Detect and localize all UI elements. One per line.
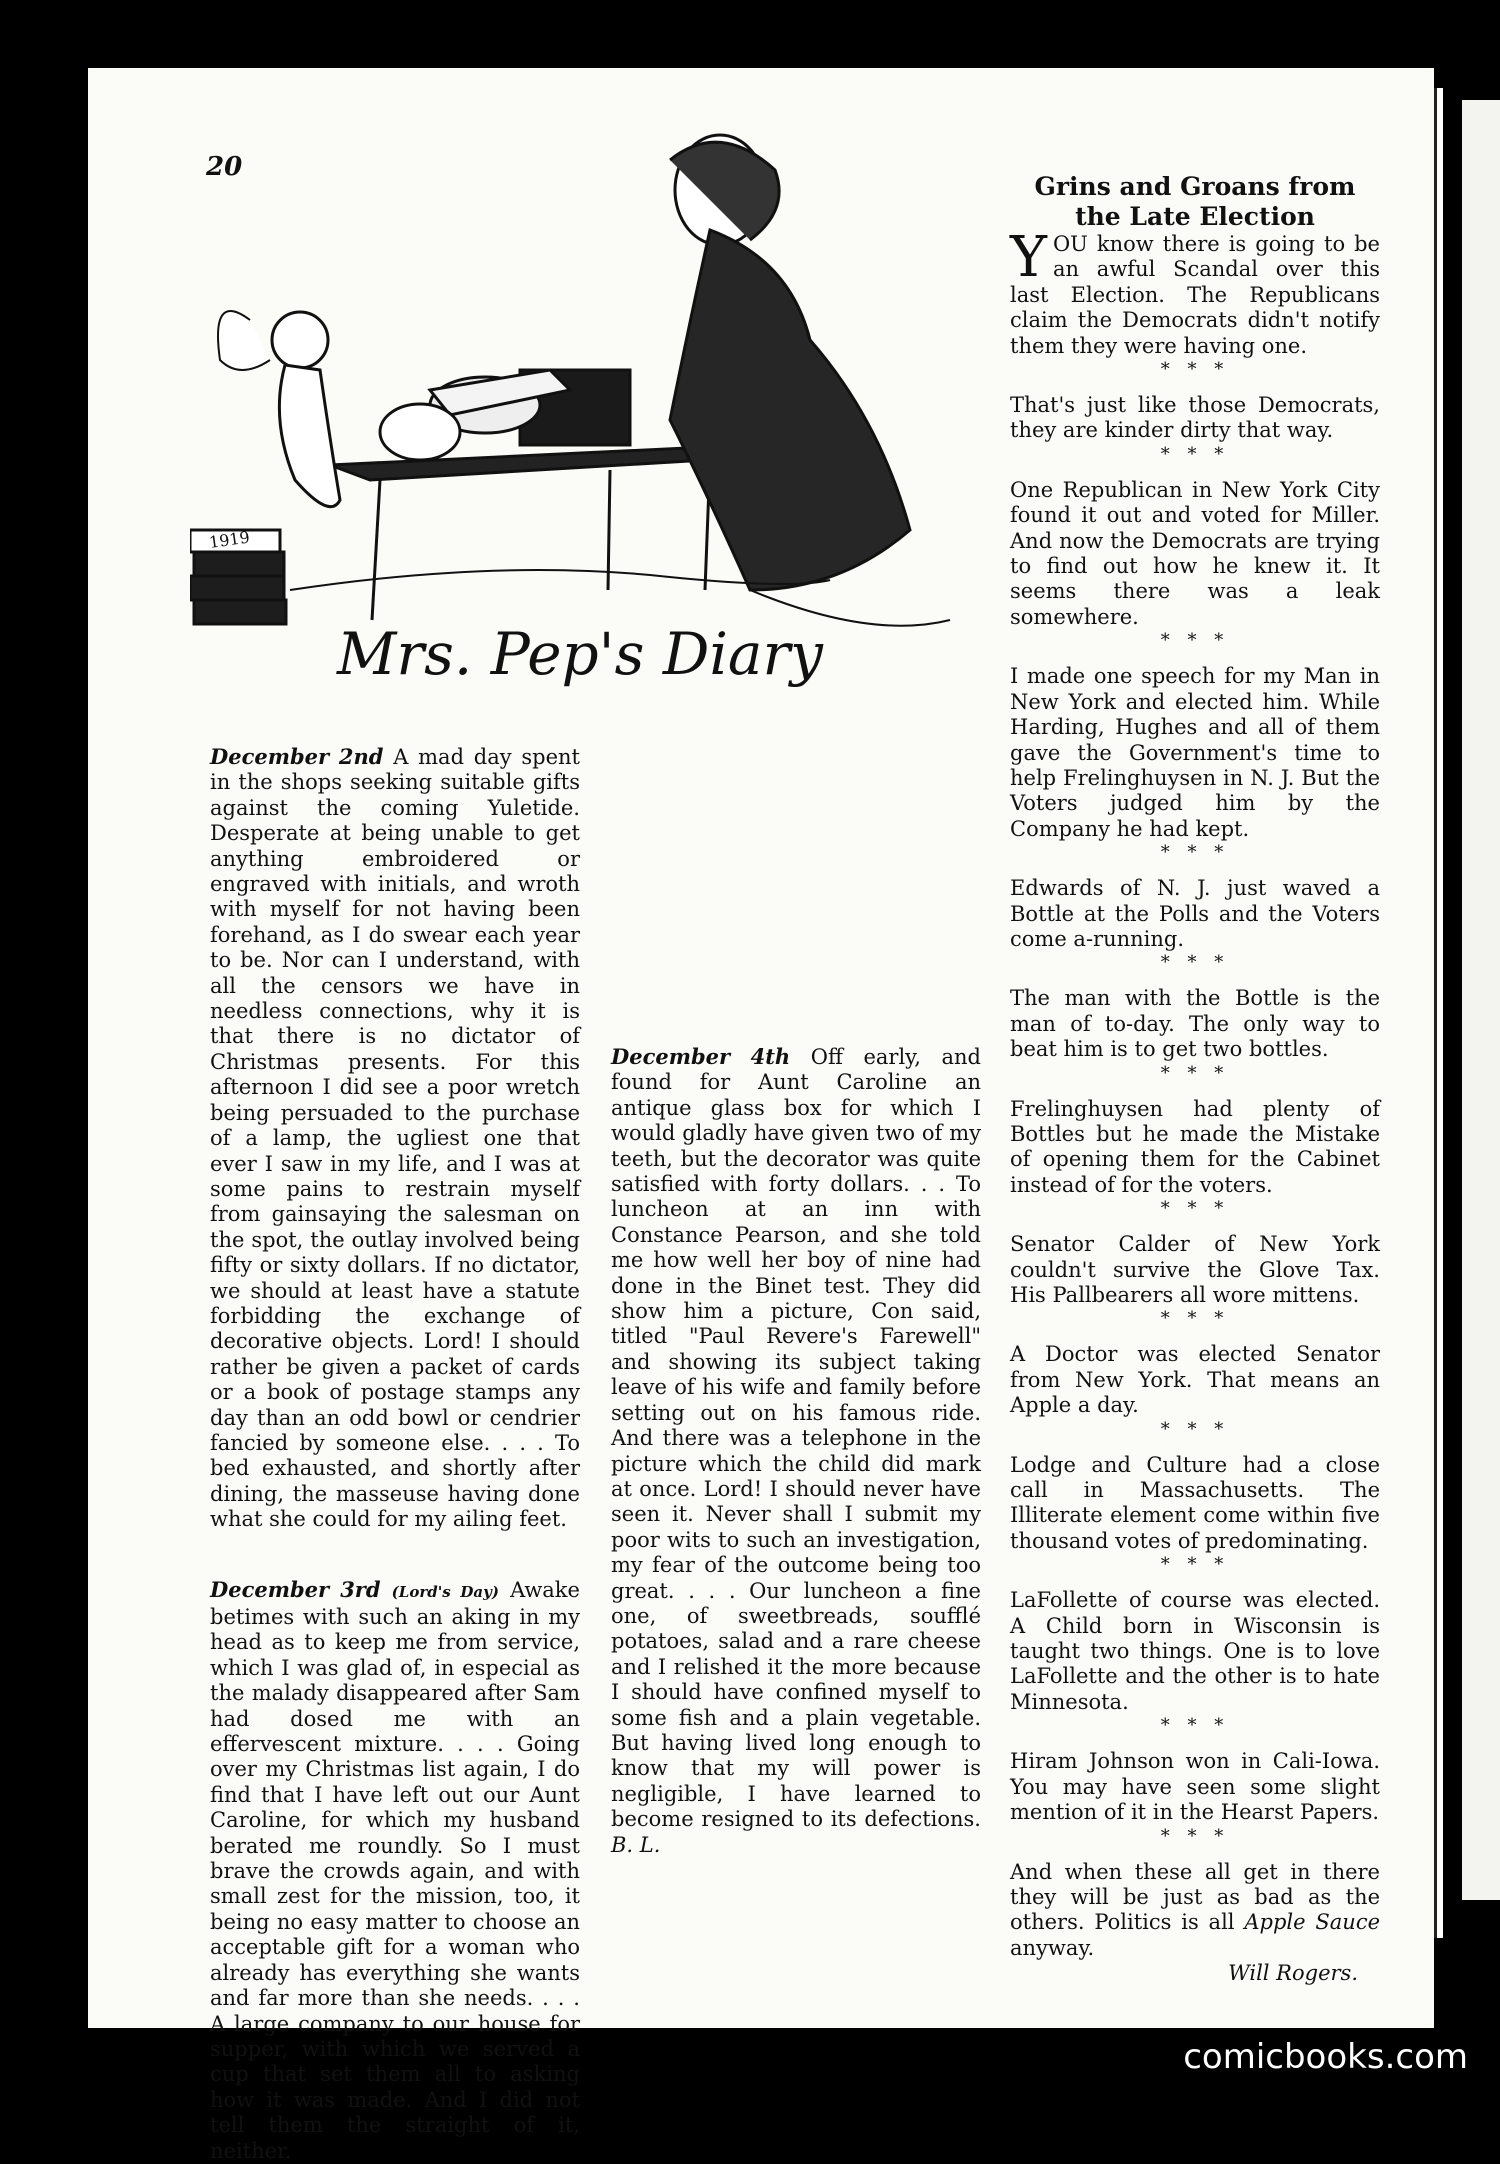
- diary-column-1: [210, 744, 580, 2164]
- article-title: Grins and Groans from the Late Election: [1034, 172, 1356, 231]
- separator: * * *: [1160, 1554, 1230, 1576]
- entry-text: A mad day spent in the shops seeking suitable gifts against the coming Yuletide. Desperate at being unable to get anything embroidered or engraved with initials, and wroth with myself for not having been forehand, as I do swear each year to be. Nor can I understand, with all the censors we have in needless connections, why it is that there is no dictator of Christmas presents. For this afternoon I did see a poor wretch being persuaded to the purchase of a lamp, the ugliest one that ever I saw in my life, and I was at some pains to restrain myself from gainsaying the salesman on the spot, the outlay involved being fifty or sixty dollars. If no dictator, we should at least have a statute forbidding the exchange of decorative objects. Lord! I should rather be given a packet of cards or a book of postage stamps any day than an odd bowl or cendrier fancied by someone else. . . . To bed exhausted, and shortly after dining, the masseuse having done what she could for my ailing feet.: [210, 745, 580, 1532]
- article-paragraph: One Republican in New York City found it out and voted for Miller. And now the Democrats are trying to find out how he knew it. It seems there was a leak somewhere.: [1010, 477, 1380, 629]
- article-paragraph: Edwards of N. J. just waved a Bottle at the Polls and the Voters come a-running.: [1010, 876, 1380, 951]
- entry-month: December: [210, 744, 330, 769]
- separator: * * *: [1160, 1715, 1230, 1737]
- separator: * * *: [1160, 842, 1230, 864]
- article-paragraph: Hiram Johnson won in Cali-Iowa. You may have seen some slight mention of it in the Hearst Papers.: [1010, 1749, 1380, 1825]
- author-signature: Will Rogers.: [1228, 1961, 1358, 1986]
- page-number: 20: [206, 152, 243, 182]
- article-paragraph: A Doctor was elected Senator from New York. That means an Apple a day.: [1010, 1342, 1380, 1418]
- separator: * * *: [1160, 1198, 1230, 1220]
- article-paragraph: Lodge and Culture had a close call in Massachusetts. The Illiterate element come within five thousand votes of predominating.: [1010, 1452, 1380, 1553]
- drop-cap: Y: [1010, 225, 1047, 290]
- entry-month: December: [210, 1576, 330, 1602]
- entry-day: 4th: [750, 1044, 791, 1069]
- article-closing: And when these all get in there they will be just as bad as the others. Politics is all Apple Sauce anyway.: [1010, 1859, 1381, 1960]
- separator: * * *: [1160, 359, 1230, 381]
- diary-entry-dec-2: [210, 744, 580, 1533]
- article-paragraph: Senator Calder of New York couldn't survive the Glove Tax. His Pallbearers all wore mittens.: [1010, 1232, 1380, 1307]
- diary-column-2: [611, 744, 981, 1858]
- entry-note: (Lord's Day): [391, 1582, 499, 1601]
- entry-day: 2nd: [338, 744, 384, 769]
- separator: * * *: [1160, 1825, 1230, 1847]
- separator: * * *: [1160, 1062, 1230, 1084]
- separator: * * *: [1160, 1308, 1230, 1330]
- diary-entry-dec-4: [611, 1044, 981, 1858]
- separator: * * *: [1160, 952, 1230, 974]
- page-spine-edge: [1434, 88, 1443, 1938]
- article-paragraph: That's just like those Democrats, they are kinder dirty that way.: [1010, 393, 1380, 443]
- article-paragraph: I made one speech for my Man in New York and elected him. While Harding, Hughes and all of them gave the Government's time to help Frelinghuysen in N. J. But the Voters judged him by the Company he had kept.: [1010, 664, 1380, 841]
- separator: * * *: [1160, 443, 1230, 465]
- article-intro: YOU know there is going to be an awful Scandal over this last Election. The Republicans claim the Democrats didn't notify them they were having one.: [1010, 225, 1380, 358]
- entry-day: 3rd: [340, 1576, 381, 1602]
- separator: * * *: [1160, 1418, 1230, 1440]
- article-paragraph: LaFollette of course was elected. A Child born in Wisconsin is taught two things. One is to love LaFollette and the other is to hate Minnesota.: [1010, 1588, 1380, 1714]
- diary-title: Mrs. Pep's Diary: [337, 620, 823, 688]
- entry-text: Awake betimes with such an aking in my head as to keep me from service, which I was glad of, in especial as the malady disappeared after Sam had dosed me with an effervescent mixture. . . . Going over my Christmas list again, I do find that I have left out our Aunt Caroline, for which my husband berated me roundly. So I must brave the crowds again, and with small zest for the mission, too, it being no easy matter to choose an acceptable gift for a woman who already has everything she wants and far more than she needs. . . . A large company to our house for supper, with which we served a cup that set them all to asking how it was made. And I did not tell them the straight of it, neither.: [210, 1577, 580, 2163]
- article-paragraph: Frelinghuysen had plenty of Bottles but he made the Mistake of opening them for the Cabinet instead of for the voters.: [1010, 1096, 1380, 1197]
- site-watermark: comicbooks.com: [1183, 2037, 1468, 2077]
- entry-text: Off early, and found for Aunt Caroline an antique glass box for which I would gladly have given two of my teeth, but the decorator was quite satisfied with forty dollars. . . To luncheon at an inn with Constance Pearson, and she told me how well her boy of nine had done in the Binet test. They did show him a picture, Con said, titled "Paul Revere's Farewell" and showing its subject taking leave of his wife and family before setting out on his famous ride. And there was a telephone in the picture which the child did mark at once. Lord! I should never have seen it. Never shall I submit my poor wits to such an investigation, my fear of the outcome being too great. . . . Our luncheon a fine one, of sweetbreads, soufflé potatoes, salad and a rare cheese and I relished it the more because I should have confined myself to some fish and a plain vegetable. But having lived long enough to know that my will power is negligible, I have learned to become resigned to its defections.: [611, 1045, 981, 1832]
- diary-entry-dec-3: [210, 1577, 580, 2164]
- separator: * * *: [1160, 630, 1230, 652]
- entry-initials: B. L.: [611, 1832, 661, 1857]
- entry-month: December: [611, 1044, 731, 1069]
- book-year-label: 1919: [207, 527, 251, 552]
- article-paragraph: The man with the Bottle is the man of to-day. The only way to beat him is to get two bottles.: [1010, 986, 1380, 1062]
- facing-page-edge: [1462, 100, 1500, 1900]
- grins-and-groans-column: [1010, 172, 1380, 1987]
